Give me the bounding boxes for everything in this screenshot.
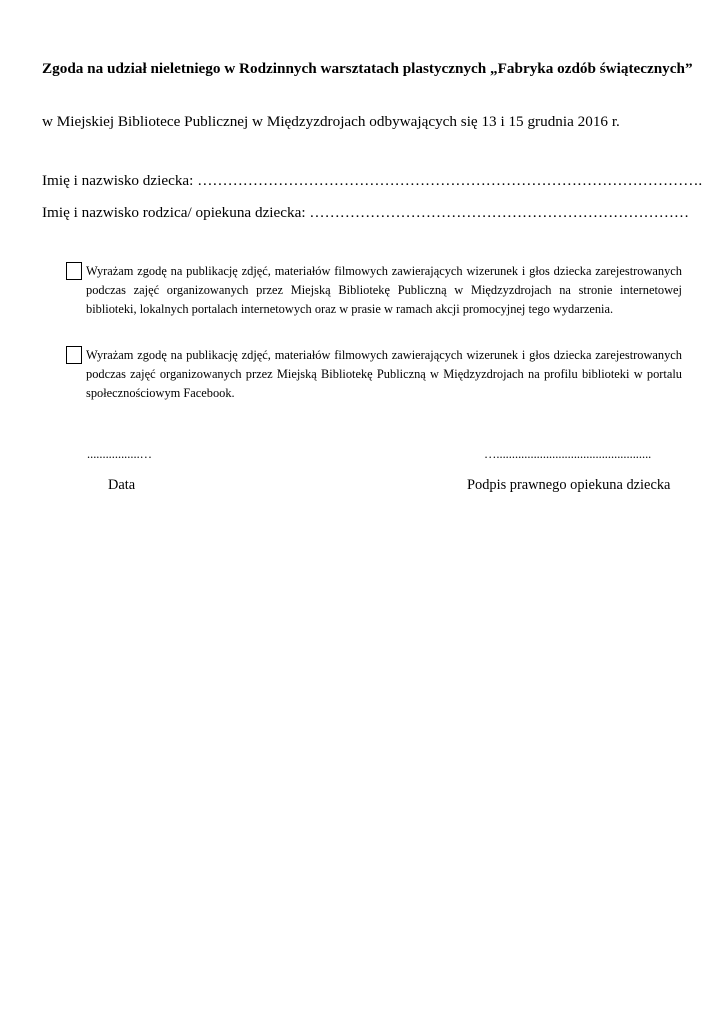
parent-name-field[interactable] (42, 204, 689, 222)
consent-checkbox-facebook[interactable] (66, 346, 82, 364)
date-label: Data (108, 477, 136, 493)
child-name-label: Imię i nazwisko dziecka: (42, 172, 198, 189)
form-title: Zgoda na udział nieletniego w Rodzinnych warsztatach plastycznych „Fabryka ozdób świątecznych” (42, 60, 693, 77)
consent-item-facebook (66, 346, 682, 403)
consent-text-website: Wyrażam zgodę na publikację zdjęć, materiałów filmowych zawierających wizerunek i głos dziecka zarejestrowanych podczas zajęć organizowanych przez Miejską Bibliotekę Publiczną w Międzyzdrojach na stronie internetowej biblioteki, lokalnych portalach internetowych oraz w prasie w ramach akcji promocyjnej tego wydarzenia. (86, 264, 682, 316)
consent-checkbox-website[interactable] (66, 262, 82, 280)
parent-name-blank[interactable]: ………………………………………………………………… (309, 204, 690, 221)
child-name-blank[interactable]: ………………………………………………………………………………………. (197, 172, 703, 189)
form-subtitle: w Miejskiej Bibliotece Publicznej w Międzyzdrojach odbywających się 13 i 15 grudnia 2016 r. (42, 113, 620, 130)
signature-label: Podpis prawnego opiekuna dziecka (467, 477, 671, 493)
parent-name-label: Imię i nazwisko rodzica/ opiekuna dziecka: (42, 204, 310, 221)
child-name-field[interactable] (42, 172, 702, 190)
consent-text-facebook: Wyrażam zgodę na publikację zdjęć, materiałów filmowych zawierających wizerunek i głos dziecka zarejestrowanych podczas zajęć organizowanych przez Miejską Bibliotekę Publiczną w Międzyzdrojach na profilu biblioteki w portalu społecznościowym Facebook. (86, 348, 682, 400)
signature-blank[interactable]: ….................................................. (484, 447, 652, 461)
date-blank[interactable]: .................… (87, 447, 153, 461)
consent-item-website (66, 262, 682, 319)
